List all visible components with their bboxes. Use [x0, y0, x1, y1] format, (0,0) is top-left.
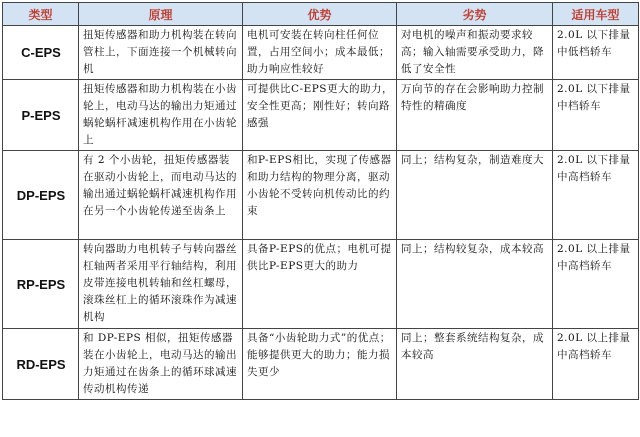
fit-text: 2.0L 以上排量中高档轿车 [557, 332, 631, 361]
fit-text: 2.0L 以下排量中低档轿车 [557, 29, 631, 58]
disadvantage-cell [397, 80, 553, 151]
principle-cell [79, 26, 243, 80]
principle-cell [79, 151, 243, 240]
advantage-text: 可提供比C-EPS更大的助力，安全性更高；刚性好；转向路感强 [247, 83, 394, 129]
advantage-cell [243, 151, 397, 240]
comparison-table-container [2, 2, 638, 400]
principle-cell [79, 329, 243, 400]
disadvantage-cell [397, 329, 553, 400]
advantage-cell [243, 80, 397, 151]
type-cell: P-EPS [3, 80, 79, 151]
type-cell: DP-EPS [3, 151, 79, 240]
header-advantage: 优势 [243, 3, 397, 26]
principle-text: 扭矩传感器和助力机构装在转向管柱上，下面连接一个机械转向机 [83, 29, 237, 75]
principle-text: 有 2 个小齿轮，扭矩传感器装在驱动小齿轮上，而电动马达的输出通过蜗轮蜗杆减速机构作用在另一个小齿轮传递至齿条上 [83, 154, 237, 217]
principle-cell [79, 80, 243, 151]
fit-cell [553, 80, 639, 151]
header-type: 类型 [3, 3, 79, 26]
table-row [3, 26, 639, 80]
principle-text: 和 DP-EPS 相似，扭矩传感器装在小齿轮上，电动马达的输出力矩通过在齿条上的循环球减速传动机构传递 [83, 332, 237, 395]
advantage-text: 具备“小齿轮助力式”的优点；能够提供更大的助力；能力损失更少 [247, 332, 391, 378]
header-principle: 原理 [79, 3, 243, 26]
fit-text: 2.0L 以下排量中档轿车 [557, 83, 631, 112]
principle-text: 转向器助力电机转子与转向器丝杠轴两者采用平行轴结构，利用皮带连接电机转轴和丝杠螺母，滚珠丝杠上的循环滚珠作为减速机构 [83, 243, 237, 323]
fit-text: 2.0L 以下排量中高档轿车 [557, 154, 631, 183]
header-disadvantage: 劣势 [397, 3, 553, 26]
type-cell: RP-EPS [3, 240, 79, 329]
fit-cell [553, 151, 639, 240]
table-row [3, 151, 639, 240]
table-header-row [3, 3, 639, 26]
disadvantage-text: 对电机的噪声和振动要求较高；输入轴需要承受助力，降低了安全性 [401, 29, 544, 75]
advantage-cell [243, 240, 397, 329]
fit-cell [553, 26, 639, 80]
table-row [3, 80, 639, 151]
advantage-text: 电机可安装在转向柱任何位置，占用空间小；成本最低；助力响应性较好 [247, 29, 390, 75]
disadvantage-cell [397, 240, 553, 329]
disadvantage-text: 同上；结构复杂，制造难度大 [401, 154, 544, 166]
fit-cell [553, 329, 639, 400]
fit-text: 2.0L 以上排量中高档轿车 [557, 243, 631, 272]
advantage-cell [243, 329, 397, 400]
disadvantage-text: 同上；整套系统结构复杂，成本较高 [401, 332, 544, 361]
principle-text: 扭矩传感器和助力机构装在小齿轮上，电动马达的输出力矩通过蜗轮蜗杆减速机构作用在小齿轮上 [83, 83, 237, 146]
type-cell: RD-EPS [3, 329, 79, 400]
disadvantage-cell [397, 151, 553, 240]
table-row [3, 329, 639, 400]
disadvantage-cell [397, 26, 553, 80]
disadvantage-text: 万向节的存在会影响助力控制特性的精确度 [401, 83, 544, 112]
principle-cell [79, 240, 243, 329]
disadvantage-text: 同上；结构较复杂，成本较高 [401, 243, 544, 255]
advantage-text: 和P-EPS相比，实现了传感器和助力结构的物理分离，驱动小齿轮不受转向机传动比的约束 [247, 154, 392, 217]
advantage-cell [243, 26, 397, 80]
fit-cell [553, 240, 639, 329]
table-row [3, 240, 639, 329]
type-cell: C-EPS [3, 26, 79, 80]
eps-comparison-table [2, 2, 639, 400]
header-fit: 适用车型 [553, 3, 639, 26]
advantage-text: 具备P-EPS的优点；电机可提供比P-EPS更大的助力 [247, 243, 392, 272]
